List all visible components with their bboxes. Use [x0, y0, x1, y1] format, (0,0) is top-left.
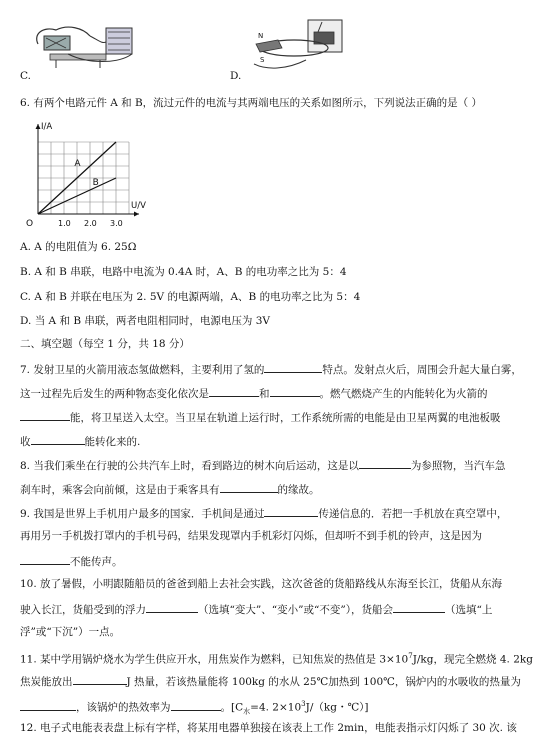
y-axis-arrow: [36, 124, 41, 129]
q11-blank-2[interactable]: [20, 699, 76, 711]
question-12-line-1: 12. 电子式电能表表盘上标有字样，将某用电器单独接在该表上工作 2min，电能表指示灯闪烁了 30 次. 该: [20, 722, 517, 734]
origin-label: O: [26, 219, 34, 229]
q11-text-1b: J/kg，现完全燃烧 4. 2kg: [412, 653, 533, 666]
iv-graph: [20, 116, 146, 232]
question-9-line-1: [20, 505, 514, 521]
q11-text-2b: J 热量，若该热量能将 100kg 的水从 25℃加热到 100℃，锅炉内的水吸收的热量为: [126, 676, 521, 688]
series-label-B: B: [92, 178, 99, 189]
q10-text-2c: （选填“上: [444, 604, 493, 616]
q6-choice-c: C. A 和 B 并联在电压为 2. 5V 的电源两端，A、B 的电功率之比为 5：4: [20, 291, 361, 303]
q8-blank-1[interactable]: [359, 457, 411, 469]
question-10-line-1: 10. 放了暑假，小明跟随船员的爸爸到船上去社会实践，这次爸爸的货船路线从东海至长江，货船从东海: [20, 578, 503, 590]
q7-text-2a: 这一过程先后发生的两种物态变化依次是: [20, 388, 209, 400]
q10-blank-2[interactable]: [393, 601, 445, 613]
q9-text-1b: 传递信息的．若把一手机放在真空罩中，: [318, 508, 508, 520]
q6-choice-d: D. 当 A 和 B 串联，两者电阻相同时，电源电压为 3V: [20, 315, 270, 327]
option-c-label: C.: [20, 70, 31, 82]
question-11-line-1: [20, 649, 533, 667]
svg-text:S: S: [260, 56, 265, 64]
x-tick-label: 3.0: [110, 219, 123, 228]
figure-option-c: [28, 14, 143, 76]
q7-text-4a: 收: [20, 436, 31, 448]
x-axis-arrow: [134, 212, 139, 217]
q9-text-1a: 9. 我国是世界上手机用户最多的国家．手机间是通过: [20, 508, 265, 520]
q11-text-3e: J/（kg・℃）]: [305, 701, 369, 714]
q8-text-2a: 刹车时，乘客会向前倾，这是由于乘客具有: [20, 484, 220, 496]
question-9-line-3: [20, 553, 514, 569]
q7-text-1a: 7. 发射卫星的火箭用液态氢做燃料，主要利用了氢的: [20, 364, 265, 376]
q7-text-2c: 。燃气燃烧产生的内能转化为火箭的: [319, 388, 488, 400]
question-8-line-2: [20, 481, 514, 497]
q11-text-2a: 焦炭能放出: [20, 676, 73, 688]
question-7-line-3: [20, 409, 514, 425]
q7-blank-3[interactable]: [270, 385, 320, 397]
q6-choice-b: B. A 和 B 串联，电路中电流为 0.4A 时，A、B 的电功率之比为 5：4: [20, 266, 347, 278]
q11-blank-1[interactable]: [73, 673, 127, 685]
question-10-line-2: [20, 601, 514, 617]
question-11-line-3: [20, 697, 514, 719]
x-tick-label: 2.0: [84, 219, 97, 228]
question-7-line-2: [20, 385, 514, 401]
q11-sub-water: 水: [243, 707, 251, 716]
q7-text-3a: 能，将卫星送入太空。当卫星在轨道上运行时，工作系统所需的电能是由卫星两翼的电池板吸: [70, 412, 501, 424]
x-axis-label: U/V: [131, 201, 146, 211]
motor-apparatus-illustration: [28, 14, 143, 76]
figure-option-d: [246, 14, 346, 76]
series-label-A: A: [74, 159, 81, 169]
q10-text-2b: （选填“变大”、“变小”或“不变”），货船会: [198, 604, 393, 616]
q10-text-2a: 驶入长江，货船受到的浮力: [20, 604, 146, 616]
question-6-stem: 6. 有两个电路元件 A 和 B，流过元件的电流与其两端电压的关系如图所示，下列说法正确的是（ ）: [20, 97, 483, 109]
question-7-line-1: [20, 361, 522, 377]
question-11-line-2: [20, 673, 521, 689]
question-8-line-1: [20, 457, 514, 473]
q7-text-1b: 特点。发射点火后，周围会升起大量白雾，: [322, 364, 522, 376]
q7-text-4b: 能转化来的.: [84, 436, 141, 448]
x-tick-label: 1.0: [58, 219, 71, 228]
q11-text-3b: ，该锅炉的热效率为: [76, 701, 171, 714]
y-axis-label: I/A: [41, 122, 53, 132]
svg-text:N: N: [258, 32, 264, 40]
magnet-galvanometer-illustration: [246, 14, 346, 76]
q9-blank-1[interactable]: [264, 505, 318, 517]
q8-text-2b: 的缘故。: [277, 484, 320, 496]
q8-text-1a: 8. 当我们乘坐在行驶的公共汽车上时，看到路边的树木向后运动，这是以: [20, 460, 359, 472]
q7-text-2b: 和: [259, 388, 270, 400]
q9-text-3b: 不能传声。: [70, 556, 123, 568]
iv-graph-svg: [20, 116, 146, 232]
q7-blank-2[interactable]: [209, 385, 259, 397]
q8-text-1b: 为参照物，当汽车急: [410, 460, 506, 472]
section-2-heading: 二、填空题（每空 1 分，共 18 分）: [20, 338, 190, 350]
q6-choice-a: A. A 的电阻值为 6. 25Ω: [20, 241, 137, 253]
q11-text-3c: 。[C: [220, 701, 244, 714]
q7-blank-5[interactable]: [31, 433, 85, 445]
q7-blank-4[interactable]: [20, 409, 70, 421]
q11-text-1a: 11. 某中学用锅炉烧水为学生供应开水，用焦炭作为燃料，已知焦炭的热值是 3×10: [20, 653, 409, 666]
q11-sup-1: 7: [408, 652, 413, 660]
q10-blank-1[interactable]: [146, 601, 198, 613]
q11-blank-3[interactable]: [171, 699, 221, 711]
chart-labels: [26, 122, 146, 229]
question-10-line-3: 浮”或“下沉”）一点。: [20, 626, 121, 638]
q8-blank-2[interactable]: [220, 481, 278, 493]
q7-blank-1[interactable]: [264, 361, 322, 373]
question-7-line-4: [20, 433, 514, 449]
q9-blank-2[interactable]: [20, 553, 70, 565]
option-d-label: D.: [230, 70, 242, 82]
q11-sup-2: 3: [301, 700, 306, 708]
question-9-line-2: 再用另一手机拨打罩内的手机号码，结果发现罩内手机彩灯闪烁，但却听不到手机的铃声，这是因为: [20, 530, 482, 542]
q11-text-3d: =4. 2×10: [250, 701, 302, 714]
